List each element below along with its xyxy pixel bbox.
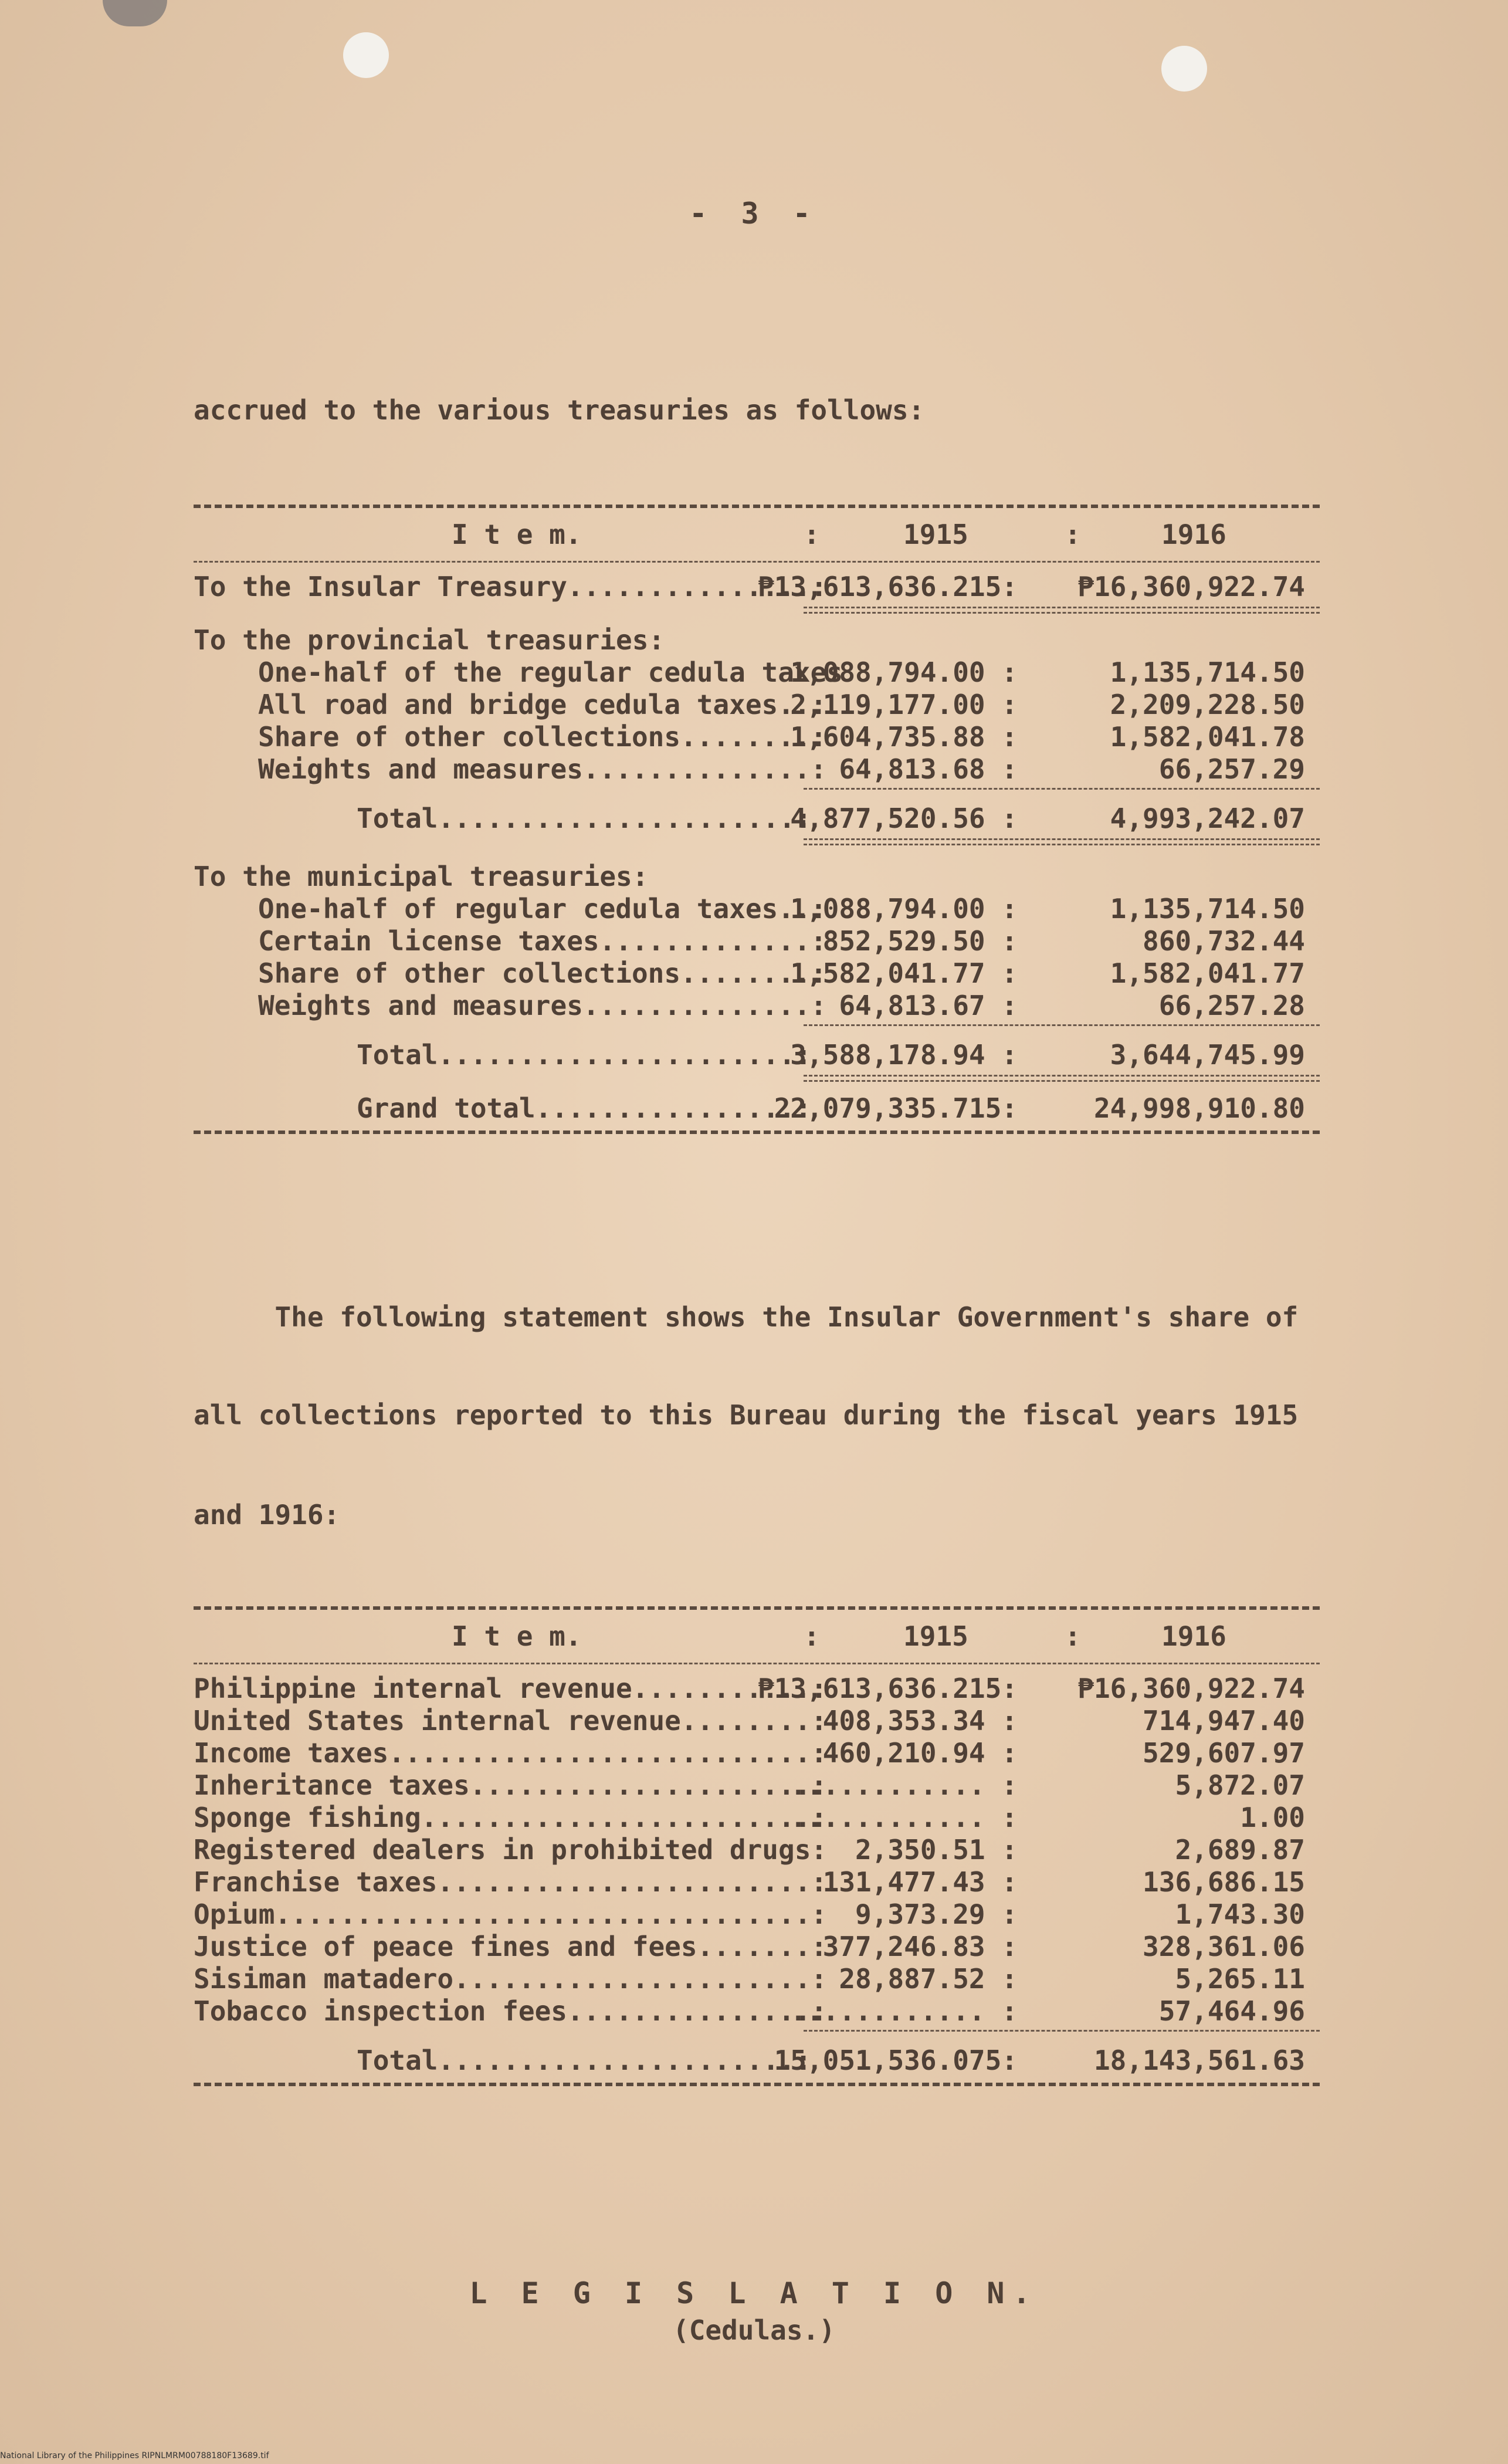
row-1915: ............ :: [790, 1769, 1018, 1801]
header-1916: 1916: [1161, 1620, 1226, 1652]
table-row: [194, 1898, 1320, 1931]
row-label: One-half of regular cedula taxes..:: [258, 893, 827, 925]
row-label: Justice of peace fines and fees.......:: [194, 1931, 828, 1962]
row-1915: 852,529.50 :: [822, 925, 1018, 957]
provincial-heading: To the provincial treasuries:: [194, 624, 665, 656]
row-label: Total......................:: [357, 2045, 812, 2076]
row-label: Certain license taxes.............:: [258, 925, 827, 957]
table-row: [194, 689, 1320, 721]
table-row: [194, 1834, 1320, 1866]
treasury-distribution-table: [194, 505, 1320, 1134]
table-row: [194, 1673, 1320, 1705]
row-1915: 9,373.29 :: [855, 1898, 1018, 1930]
table-row: [194, 1802, 1320, 1834]
table-bottom-rule: [194, 1131, 1320, 1134]
row-1916: 860,732.44: [1143, 925, 1305, 957]
row-label: One-half of the regular cedula taxes: [258, 656, 843, 688]
row-1915: 377,246.83 :: [822, 1931, 1018, 1962]
row-label: Total......................:: [357, 803, 812, 834]
subtotal-rule: [804, 1024, 1320, 1026]
row-1916: 3,644,745.99: [1110, 1039, 1305, 1071]
row-1915: 1,582,041.77 :: [790, 957, 1018, 989]
row-label: Franchise taxes.......................:: [194, 1866, 828, 1898]
row-label: To the Insular Treasury...............:: [194, 571, 828, 603]
table-row: [194, 753, 1320, 786]
table-row: [194, 1737, 1320, 1769]
header-sep: :: [1065, 1620, 1081, 1652]
page-number: - 3 -: [689, 197, 819, 231]
header-1916: 1916: [1161, 519, 1226, 550]
table-row: [194, 1995, 1320, 2028]
table-row: [194, 656, 1320, 689]
total-row: [194, 2045, 1320, 2077]
row-1915: ............ :: [790, 1802, 1018, 1833]
double-rule: [804, 1075, 1320, 1082]
municipal-heading: To the municipal treasuries:: [194, 861, 649, 892]
row-1916: 66,257.29: [1158, 753, 1305, 785]
row-label: Philippine internal revenue...........:: [194, 1673, 828, 1704]
row-1916: 1,582,041.78: [1110, 721, 1305, 753]
paragraph-line: The following statement shows the Insular Government's share of: [194, 1301, 1299, 1333]
table-row: [194, 1963, 1320, 1995]
header-sep: :: [804, 1620, 820, 1652]
row-1916: 714,947.40: [1143, 1705, 1305, 1737]
subtotal-rule: [804, 788, 1320, 790]
row-label: Opium.................................:: [194, 1898, 828, 1930]
subtotal-row: [194, 1039, 1320, 1071]
double-rule: [804, 607, 1320, 614]
row-1916: 1,582,041.77: [1110, 957, 1305, 989]
row-label: Sisiman matadero......................:: [194, 1963, 828, 1995]
legislation-subheading: (Cedulas.): [673, 2314, 835, 2346]
row-1915: ............ :: [790, 1995, 1018, 2027]
table-header: [194, 508, 1320, 561]
row-label: United States internal revenue........:: [194, 1705, 828, 1737]
table-row: [194, 571, 1320, 603]
row-label: Inheritance taxes.....................:: [194, 1769, 828, 1801]
table-row: [194, 1769, 1320, 1802]
row-1915: 131,477.43 :: [822, 1866, 1018, 1898]
table-row: [194, 957, 1320, 990]
row-1916: 1,135,714.50: [1110, 656, 1305, 688]
section-heading: [194, 861, 1320, 893]
row-1916: 18,143,561.63: [1093, 2045, 1305, 2076]
row-1916: 66,257.28: [1158, 990, 1305, 1021]
row-1916: 2,689.87: [1175, 1834, 1305, 1866]
grand-total-row: [194, 1092, 1320, 1125]
row-1916: 57,464.96: [1158, 1995, 1305, 2027]
table-row: [194, 1931, 1320, 1963]
row-1915: 22,079,335.715:: [774, 1092, 1018, 1124]
row-1916: 328,361.06: [1143, 1931, 1305, 1962]
table-row: [194, 925, 1320, 957]
table-row: [194, 1866, 1320, 1898]
row-label: Weights and measures..............:: [258, 990, 827, 1021]
row-label: All road and bridge cedula taxes..:: [258, 689, 827, 720]
row-1916: ₱16,360,922.74: [1077, 571, 1305, 603]
row-label: Total......................:: [357, 1039, 812, 1071]
row-1915: 1,088,794.00 :: [790, 656, 1018, 688]
paragraph-line: and 1916:: [194, 1499, 340, 1531]
row-1915: 28,887.52 :: [839, 1963, 1018, 1995]
row-1915: 64,813.67 :: [839, 990, 1018, 1021]
table-row: [194, 893, 1320, 925]
row-1915: 1,604,735.88 :: [790, 721, 1018, 753]
double-rule: [804, 838, 1320, 845]
row-1916: ₱16,360,922.74: [1077, 1673, 1305, 1704]
row-label: Share of other collections........:: [258, 721, 827, 753]
header-1915: 1915: [903, 519, 968, 550]
subtotal-rule: [804, 2030, 1320, 2032]
row-1916: 2,209,228.50: [1110, 689, 1305, 720]
header-sep: :: [1065, 519, 1081, 550]
row-label: Sponge fishing........................:: [194, 1802, 828, 1833]
header-item: I t e m.: [452, 1620, 582, 1652]
header-sep: :: [804, 519, 820, 550]
row-label: Weights and measures..............:: [258, 753, 827, 785]
row-label: Share of other collections........:: [258, 957, 827, 989]
row-1915: ₱13,613,636.215:: [757, 571, 1018, 603]
row-label: Income taxes..........................:: [194, 1737, 828, 1769]
row-1915: 2,350.51 :: [855, 1834, 1018, 1866]
row-1916: 529,607.97: [1143, 1737, 1305, 1769]
row-1916: 4,993,242.07: [1110, 803, 1305, 834]
row-1915: 1,088,794.00 :: [790, 893, 1018, 925]
row-1916: 5,872.07: [1175, 1769, 1305, 1801]
table-row: [194, 990, 1320, 1022]
paragraph-line: all collections reported to this Bureau during the fiscal years 1915: [194, 1399, 1299, 1431]
subtotal-row: [194, 803, 1320, 835]
row-1916: 1.00: [1240, 1802, 1305, 1833]
row-label: Grand total................:: [357, 1092, 812, 1124]
punch-hole-right: [1161, 46, 1207, 92]
insular-share-table: [194, 1606, 1320, 2086]
table-header: [194, 1610, 1320, 1663]
header-item: I t e m.: [452, 519, 582, 550]
table-row: [194, 721, 1320, 753]
row-1915: 4,877,520.56 :: [790, 803, 1018, 834]
table-bottom-rule: [194, 2083, 1320, 2086]
row-1915: 3,588,178.94 :: [790, 1039, 1018, 1071]
section-heading: [194, 624, 1320, 656]
row-1915: ₱13,613,636.215:: [757, 1673, 1018, 1704]
archive-footer-note: National Library of the Philippines RIPNLMRM00788180F13689.tif: [0, 2451, 269, 2460]
row-1916: 24,998,910.80: [1093, 1092, 1305, 1124]
row-1915: 408,353.34 :: [822, 1705, 1018, 1737]
row-1916: 1,743.30: [1175, 1898, 1305, 1930]
row-label: Tobacco inspection fees...............:: [194, 1995, 828, 2027]
legislation-heading: L E G I S L A T I O N.: [469, 2276, 1039, 2310]
row-label: Registered dealers in prohibited drugs:: [194, 1834, 828, 1866]
table-row: [194, 1705, 1320, 1737]
row-1915: 2,119,177.00 :: [790, 689, 1018, 720]
row-1915: 460,210.94 :: [822, 1737, 1018, 1769]
header-1915: 1915: [903, 1620, 968, 1652]
intro-text: accrued to the various treasuries as follows:: [194, 394, 925, 426]
row-1916: 136,686.15: [1143, 1866, 1305, 1898]
punch-hole-left: [343, 32, 389, 78]
row-1916: 5,265.11: [1175, 1963, 1305, 1995]
row-1915: 15,051,536.075:: [774, 2045, 1018, 2076]
row-1915: 64,813.68 :: [839, 753, 1018, 785]
row-1916: 1,135,714.50: [1110, 893, 1305, 925]
